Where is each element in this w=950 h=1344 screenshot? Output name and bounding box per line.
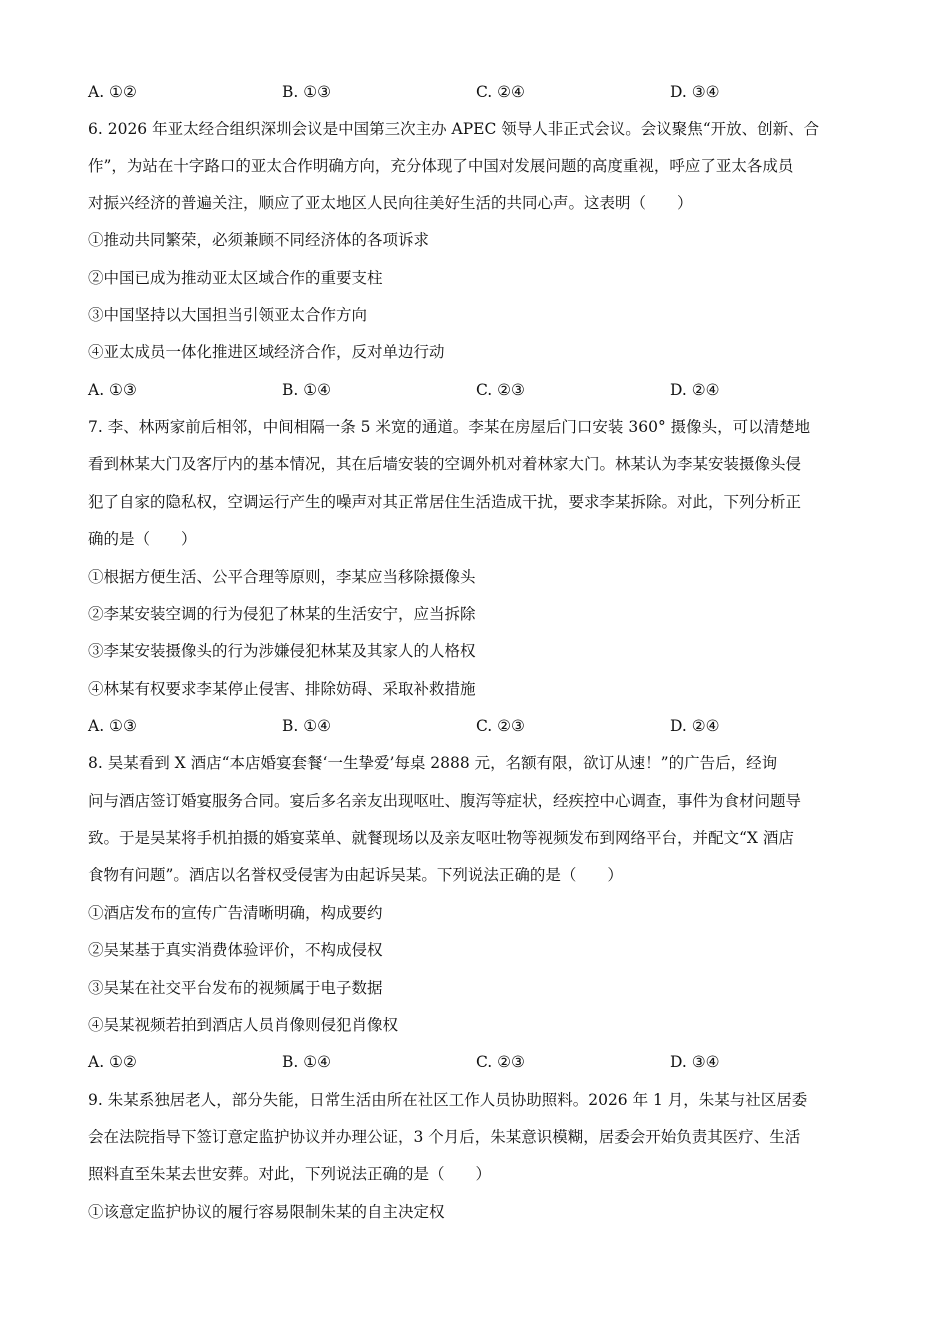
q7-stem-line-1: 7. 李、林两家前后相邻，中间相隔一条 5 米宽的通道。李某在房屋后门口安装 360° 摄像头，可以清楚地 [88,418,811,436]
q5-option-d[interactable]: D. ③④ [670,83,720,101]
q7-statement-1: ①根据方便生活、公平合理等原则，李某应当移除摄像头 [88,568,476,586]
q8-statement-2: ②吴某基于真实消费体验评价，不构成侵权 [88,941,383,959]
q5-options [88,81,868,103]
q6-option-c[interactable]: C. ②③ [476,381,525,399]
q7-option-b[interactable]: B. ①④ [282,717,332,735]
q6-options [88,379,868,401]
q8-stem-line-2: 问与酒店签订婚宴服务合同。宴后多名亲友出现呕吐、腹泻等症状，经疾控中心调查，事件为食材问题导 [88,792,802,810]
q7-statement-2: ②李某安装空调的行为侵犯了林某的生活安宁，应当拆除 [88,605,476,623]
q8-statement-4: ④吴某视频若拍到酒店人员肖像则侵犯肖像权 [88,1016,399,1034]
q9-statement-1: ①该意定监护协议的履行容易限制朱某的自主决定权 [88,1203,445,1221]
q6-option-d[interactable]: D. ②④ [670,381,720,399]
q7-statement-3: ③李某安装摄像头的行为涉嫌侵犯林某及其家人的人格权 [88,642,476,660]
q6-statement-4: ④亚太成员一体化推进区域经济合作，反对单边行动 [88,343,445,361]
q7-stem-line-4: 确的是（ ） [88,530,197,548]
q8-options [88,1051,868,1073]
q6-stem-line-3: 对振兴经济的普遍关注，顺应了亚太地区人民向往美好生活的共同心声。这表明（ ） [88,194,693,212]
q6-statement-2: ②中国已成为推动亚太区域合作的重要支柱 [88,269,383,287]
q7-option-c[interactable]: C. ②③ [476,717,525,735]
q7-option-d[interactable]: D. ②④ [670,717,720,735]
q8-option-c[interactable]: C. ②③ [476,1053,525,1071]
q8-statement-3: ③吴某在社交平台发布的视频属于电子数据 [88,979,383,997]
q9-stem-line-3: 照料直至朱某去世安葬。对此，下列说法正确的是（ ） [88,1165,492,1183]
q7-option-a[interactable]: A. ①③ [88,717,137,735]
q8-statement-1: ①酒店发布的宣传广告清晰明确，构成要约 [88,904,383,922]
q7-stem-line-3: 犯了自家的隐私权，空调运行产生的噪声对其正常居住生活造成干扰，要求李某拆除。对此，下列分析正 [88,493,802,511]
q6-option-a[interactable]: A. ①③ [88,381,137,399]
q9-stem-line-1: 9. 朱某系独居老人，部分失能，日常生活由所在社区工作人员协助照料。2026 年 1 月，朱某与社区居委 [88,1091,808,1109]
q9-stem-line-2: 会在法院指导下签订意定监护协议并办理公证，3 个月后，朱某意识模糊，居委会开始负责其医疗、生活 [88,1128,801,1146]
q8-stem-line-3: 致。于是吴某将手机拍摄的婚宴菜单、就餐现场以及亲友呕吐物等视频发布到网络平台，并配文“X 酒店 [88,829,794,847]
q6-statement-1: ①推动共同繁荣，必须兼顾不同经济体的各项诉求 [88,231,430,249]
q8-stem-line-1: 8. 吴某看到 X 酒店“本店婚宴套餐‘一生挚爱’每桌 2888 元，名额有限，欲订从速！”的广告后，经询 [88,754,778,772]
q5-option-c[interactable]: C. ②④ [476,83,525,101]
q6-stem-line-1: 6. 2026 年亚太经合组织深圳会议是中国第三次主办 APEC 领导人非正式会议。会议聚焦“开放、创新、合 [88,120,820,138]
q6-statement-3: ③中国坚持以大国担当引领亚太合作方向 [88,306,368,324]
q8-option-b[interactable]: B. ①④ [282,1053,332,1071]
q7-stem-line-2: 看到林某大门及客厅内的基本情况，其在后墙安装的空调外机对着林家大门。林某认为李某安装摄像头侵 [88,455,802,473]
q6-stem-line-2: 作”，为站在十字路口的亚太合作明确方向，充分体现了中国对发展问题的高度重视，呼应了亚太各成员 [88,157,794,175]
q7-options [88,715,868,737]
q8-stem-line-4: 食物有问题”。酒店以名誉权受侵害为由起诉吴某。下列说法正确的是（ ） [88,866,623,884]
q7-statement-4: ④林某有权要求李某停止侵害、排除妨碍、采取补救措施 [88,680,476,698]
q5-option-b[interactable]: B. ①③ [282,83,332,101]
q6-option-b[interactable]: B. ①④ [282,381,332,399]
q5-option-a[interactable]: A. ①② [88,83,137,101]
q8-option-a[interactable]: A. ①② [88,1053,137,1071]
q8-option-d[interactable]: D. ③④ [670,1053,720,1071]
